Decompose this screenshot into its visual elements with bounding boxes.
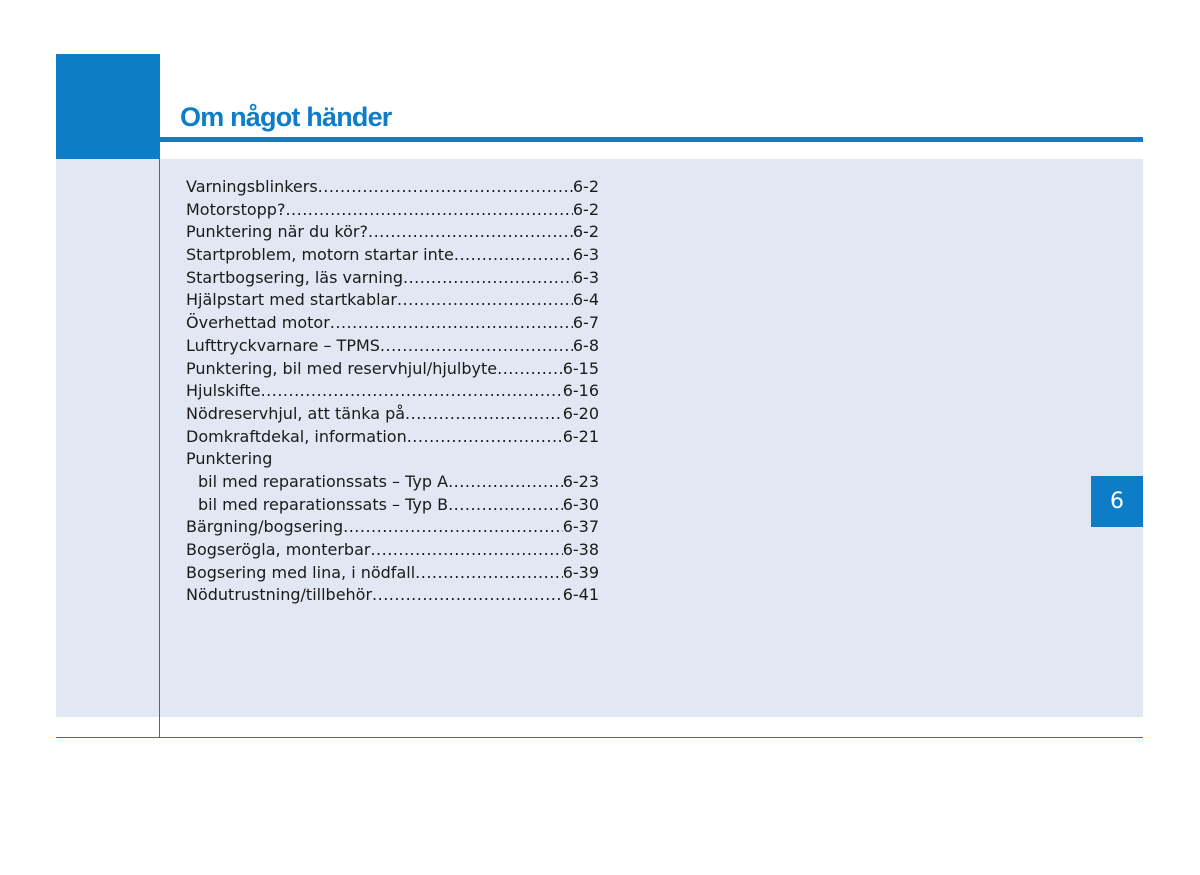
side-panel [56, 159, 159, 717]
toc-dot-leader [380, 335, 573, 358]
toc-entry-page: 6-41 [562, 585, 599, 605]
toc-entry-page: 6-3 [572, 245, 599, 265]
toc-dot-leader [372, 584, 563, 607]
toc-entry[interactable] [186, 584, 599, 607]
toc-entry-page: 6-16 [562, 381, 599, 401]
toc-entry-title: Överhettad motor [186, 313, 330, 333]
toc-dot-leader [368, 221, 573, 244]
toc-entry-page: 6-39 [562, 562, 599, 582]
toc-entry-page: 6-21 [562, 426, 599, 446]
toc-dot-leader [261, 380, 563, 403]
table-of-contents [186, 176, 599, 607]
toc-entry-page: 6-23 [562, 471, 599, 491]
toc-entry-title: Punktering när du kör? [186, 222, 368, 242]
toc-entry-title: bil med reparationssats – Typ B [198, 494, 449, 514]
toc-dot-leader [285, 199, 572, 222]
toc-entry-title: Hjulskifte [186, 381, 261, 401]
toc-entry-page: 6-30 [562, 494, 599, 514]
toc-entry-page: 6-7 [572, 313, 599, 333]
toc-entry[interactable] [186, 267, 599, 290]
toc-dot-leader [415, 562, 563, 585]
toc-entry[interactable] [186, 221, 599, 244]
toc-dot-leader [397, 289, 573, 312]
toc-entry-title: Bärgning/bogsering [186, 517, 344, 537]
toc-entry-page: 6-38 [562, 540, 599, 559]
toc-entry[interactable] [186, 176, 599, 199]
toc-dot-leader [343, 516, 563, 539]
toc-entry[interactable] [186, 539, 599, 562]
toc-entry-page: 6-3 [572, 267, 599, 287]
toc-entry-title: Varningsblinkers [186, 177, 318, 196]
toc-entry-title: Startbogsering, läs varning [186, 267, 403, 287]
toc-entry-title: Lufttryckvarnare – TPMS [186, 335, 380, 355]
toc-entry-page: 6-2 [572, 199, 599, 219]
toc-entry-page: 6-20 [562, 403, 599, 423]
toc-entry-title: Bogsering med lina, i nödfall [186, 562, 416, 582]
title-underline [160, 137, 1143, 142]
toc-dot-leader [454, 244, 573, 267]
toc-dot-leader [403, 267, 573, 290]
toc-entry-page: 6-2 [572, 222, 599, 242]
toc-entry[interactable] [186, 199, 599, 222]
toc-entry[interactable] [186, 289, 599, 312]
toc-entry-title: Domkraftdekal, information [186, 426, 407, 446]
header-color-block [56, 54, 160, 159]
toc-dot-leader [407, 426, 563, 449]
toc-entry[interactable] [186, 494, 599, 517]
toc-dot-leader [330, 312, 573, 335]
toc-entry[interactable] [186, 471, 599, 494]
toc-entry-page: 6-2 [572, 177, 599, 196]
toc-entry-title: Bogserögla, monterbar [186, 540, 371, 559]
toc-entry-title: bil med reparationssats – Typ A [198, 471, 449, 491]
toc-dot-leader [318, 176, 573, 199]
vertical-divider [159, 54, 160, 738]
chapter-tab[interactable]: 6 [1091, 476, 1143, 527]
toc-entry-title: Startproblem, motorn startar inte [186, 245, 454, 265]
toc-entry[interactable] [186, 562, 599, 585]
toc-dot-leader [448, 494, 563, 517]
toc-entry[interactable] [186, 244, 599, 267]
toc-entry[interactable] [186, 403, 599, 426]
toc-entry-page: 6-4 [572, 290, 599, 310]
page-title: Om något händer [180, 102, 392, 132]
toc-dot-leader [448, 471, 563, 494]
toc-dot-leader [497, 358, 563, 381]
toc-entry-page: 6-37 [562, 517, 599, 537]
bottom-rule [56, 737, 1143, 738]
toc-entry-title: Nödutrustning/tillbehör [186, 585, 373, 605]
toc-entry-title: Nödreservhjul, att tänka på [186, 403, 406, 423]
toc-entry-title: Punktering [186, 449, 273, 469]
toc-dot-leader [370, 539, 562, 562]
toc-entry-page: 6-15 [562, 358, 599, 378]
toc-entry-title: Hjälpstart med startkablar [186, 290, 397, 310]
toc-entry-title: Punktering, bil med reservhjul/hjulbyte [186, 358, 498, 378]
toc-entry[interactable] [186, 426, 599, 449]
toc-entry[interactable] [186, 358, 599, 381]
toc-entry-title: Motorstopp? [186, 199, 286, 219]
toc-dot-leader [405, 403, 563, 426]
toc-entry[interactable] [186, 335, 599, 358]
toc-entry[interactable] [186, 380, 599, 403]
toc-entry[interactable] [186, 312, 599, 335]
toc-entry[interactable] [186, 516, 599, 539]
toc-entry[interactable] [186, 448, 599, 471]
toc-entry-page: 6-8 [572, 335, 599, 355]
